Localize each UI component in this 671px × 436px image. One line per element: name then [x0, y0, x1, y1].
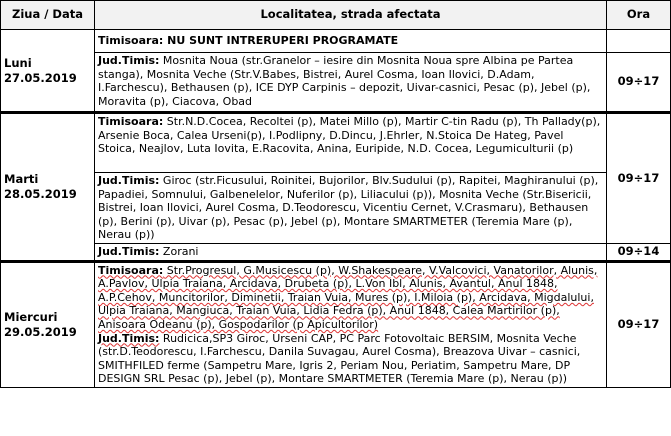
time-cell: 09÷14 — [607, 244, 671, 262]
jud-timis-streets: Rudicica,SP3 Giroc, Urseni CAP, PC Parc Fotovoltaic BERSIM, Mosnita Veche (str.D.Teodorescu, I.Farchescu, Danila Suvagau, Aurel Cosma), Breazova Uivar – casnici, SMITHFILED ferme (Sampetru Mare, Igris 2, Periam Nou, Periatim, Sampetru Mare, DP DESIGN SRL Pesac (p), Jebel (p), Montare SMARTMETER (Teremia Mare (p), Nerau (p)) — [98, 331, 581, 386]
jud-timis-label: Jud.Timis: — [98, 245, 160, 258]
day-date: 29.05.2019 — [4, 324, 77, 339]
timisoara-streets: Str.N.D.Cocea, Recoltei (p), Matei Millo (p), Martir C-tin Radu (p), Th Pallady(p), Arsenie Boca, Calea Urseni(p), I.Podlipny, D.Dincu, J.Ehrler, N.Stoica De Hateg, Pavel Stoica, Neajlov, Luta Iovita, E.Racovita, Anina, Euripide, N.D. Cocea, Legumiculturii (p) — [98, 115, 601, 156]
location-jud-timis — [98, 332, 603, 386]
jud-timis-label: Jud.Timis: — [98, 174, 160, 187]
day-date: 28.05.2019 — [4, 186, 77, 201]
table-row — [1, 30, 671, 53]
jud-timis-label: Jud.Timis: — [98, 331, 160, 345]
jud-timis-streets: Giroc (str.Ficusului, Roinitei, Bujorilor, Blv.Sudului (p), Rapitei, Maghiranului (p), Papadiei, Somnului, Galbenelelor, Nuferilor (p), Liliacului (p)), Mosnita Veche (Str.Bisericii, Bistrei, Ioan Ilovici, Aurel Cosma, D.Teodorescu, Vicentiu Cernet, V.Crasmaru), Bethausen (p), Berini (p), Uivar (p), Pesac (p), Jebel (p), Montare SMARTMETER (Teremia Mare (p), Nerau (p)) — [98, 174, 599, 242]
day-name: Marti — [4, 171, 39, 186]
location-timisoara — [95, 30, 607, 53]
location-timisoara — [95, 113, 607, 173]
table-header-row — [1, 1, 671, 30]
location-jud-timis — [95, 53, 607, 113]
jud-timis-label: Jud.Timis: — [98, 54, 160, 67]
table-row — [1, 173, 671, 244]
location-cell — [95, 261, 607, 387]
header-time: Ora — [607, 1, 671, 30]
timisoara-label: Timisoara: — [98, 115, 164, 128]
location-jud-timis — [95, 173, 607, 244]
day-name: Luni — [4, 55, 32, 70]
timisoara-label: Timisoara: NU SUNT INTRERUPERI PROGRAMATE — [98, 34, 399, 48]
day-cell — [1, 30, 95, 113]
day-name: Miercuri — [4, 309, 58, 324]
time-cell: 09÷17 — [607, 261, 671, 387]
header-location: Localitatea, strada afectata — [95, 1, 607, 30]
table-row — [1, 244, 671, 262]
time-cell: 09÷17 — [607, 113, 671, 244]
jud-timis-streets: Mosnita Noua (str.Granelor – iesire din Mosnita Noua spre Albina pe Partea stanga), Mosnita Veche (Str.V.Babes, Bistrei, Aurel Cosma, Ioan Ilovici, D.Adam, I.Farchescu), Bethausen (p), ICE DYP Carpinis – depozit, Uivar-casnici, Pesac (p), Jebel (p), Moravita (p), Ciacova, Obad — [98, 54, 591, 108]
day-cell — [1, 113, 95, 262]
day-cell — [1, 261, 95, 387]
time-cell: 09÷17 — [607, 53, 671, 113]
jud-timis-streets: Zorani — [159, 245, 199, 258]
table-row — [1, 53, 671, 113]
location-timisoara — [98, 264, 603, 332]
timisoara-streets: Str.Progresul, G.Musicescu (p), W.Shakespeare, V.Valcovici, Vanatorilor, Alunis, A.Pavlov, Ulpia Traiana, Arcidava, Drubeta (p), L.Von Ibl, Alunis, Avantul, Anul 1848, A.P.Cehov, Muncitorilor, Diminetii, Traian Vuia, Mures (p), I.Miloia (p), Arcidava, Migdalului, Ulpia Traiana, Mangiuca, Traian Vuia, Lidia Fedra (p), Anul 1848, Calea Martirilor (p), Anisoara Odeanu (p), Gospodarilor (p Apicultorilor) — [98, 263, 598, 331]
time-cell-empty — [607, 30, 671, 53]
timisoara-label: Timisoara: — [98, 263, 164, 277]
day-date: 27.05.2019 — [4, 70, 77, 85]
table-row — [1, 113, 671, 173]
header-day: Ziua / Data — [1, 1, 95, 30]
table-row — [1, 261, 671, 387]
location-jud-timis-2 — [95, 244, 607, 262]
